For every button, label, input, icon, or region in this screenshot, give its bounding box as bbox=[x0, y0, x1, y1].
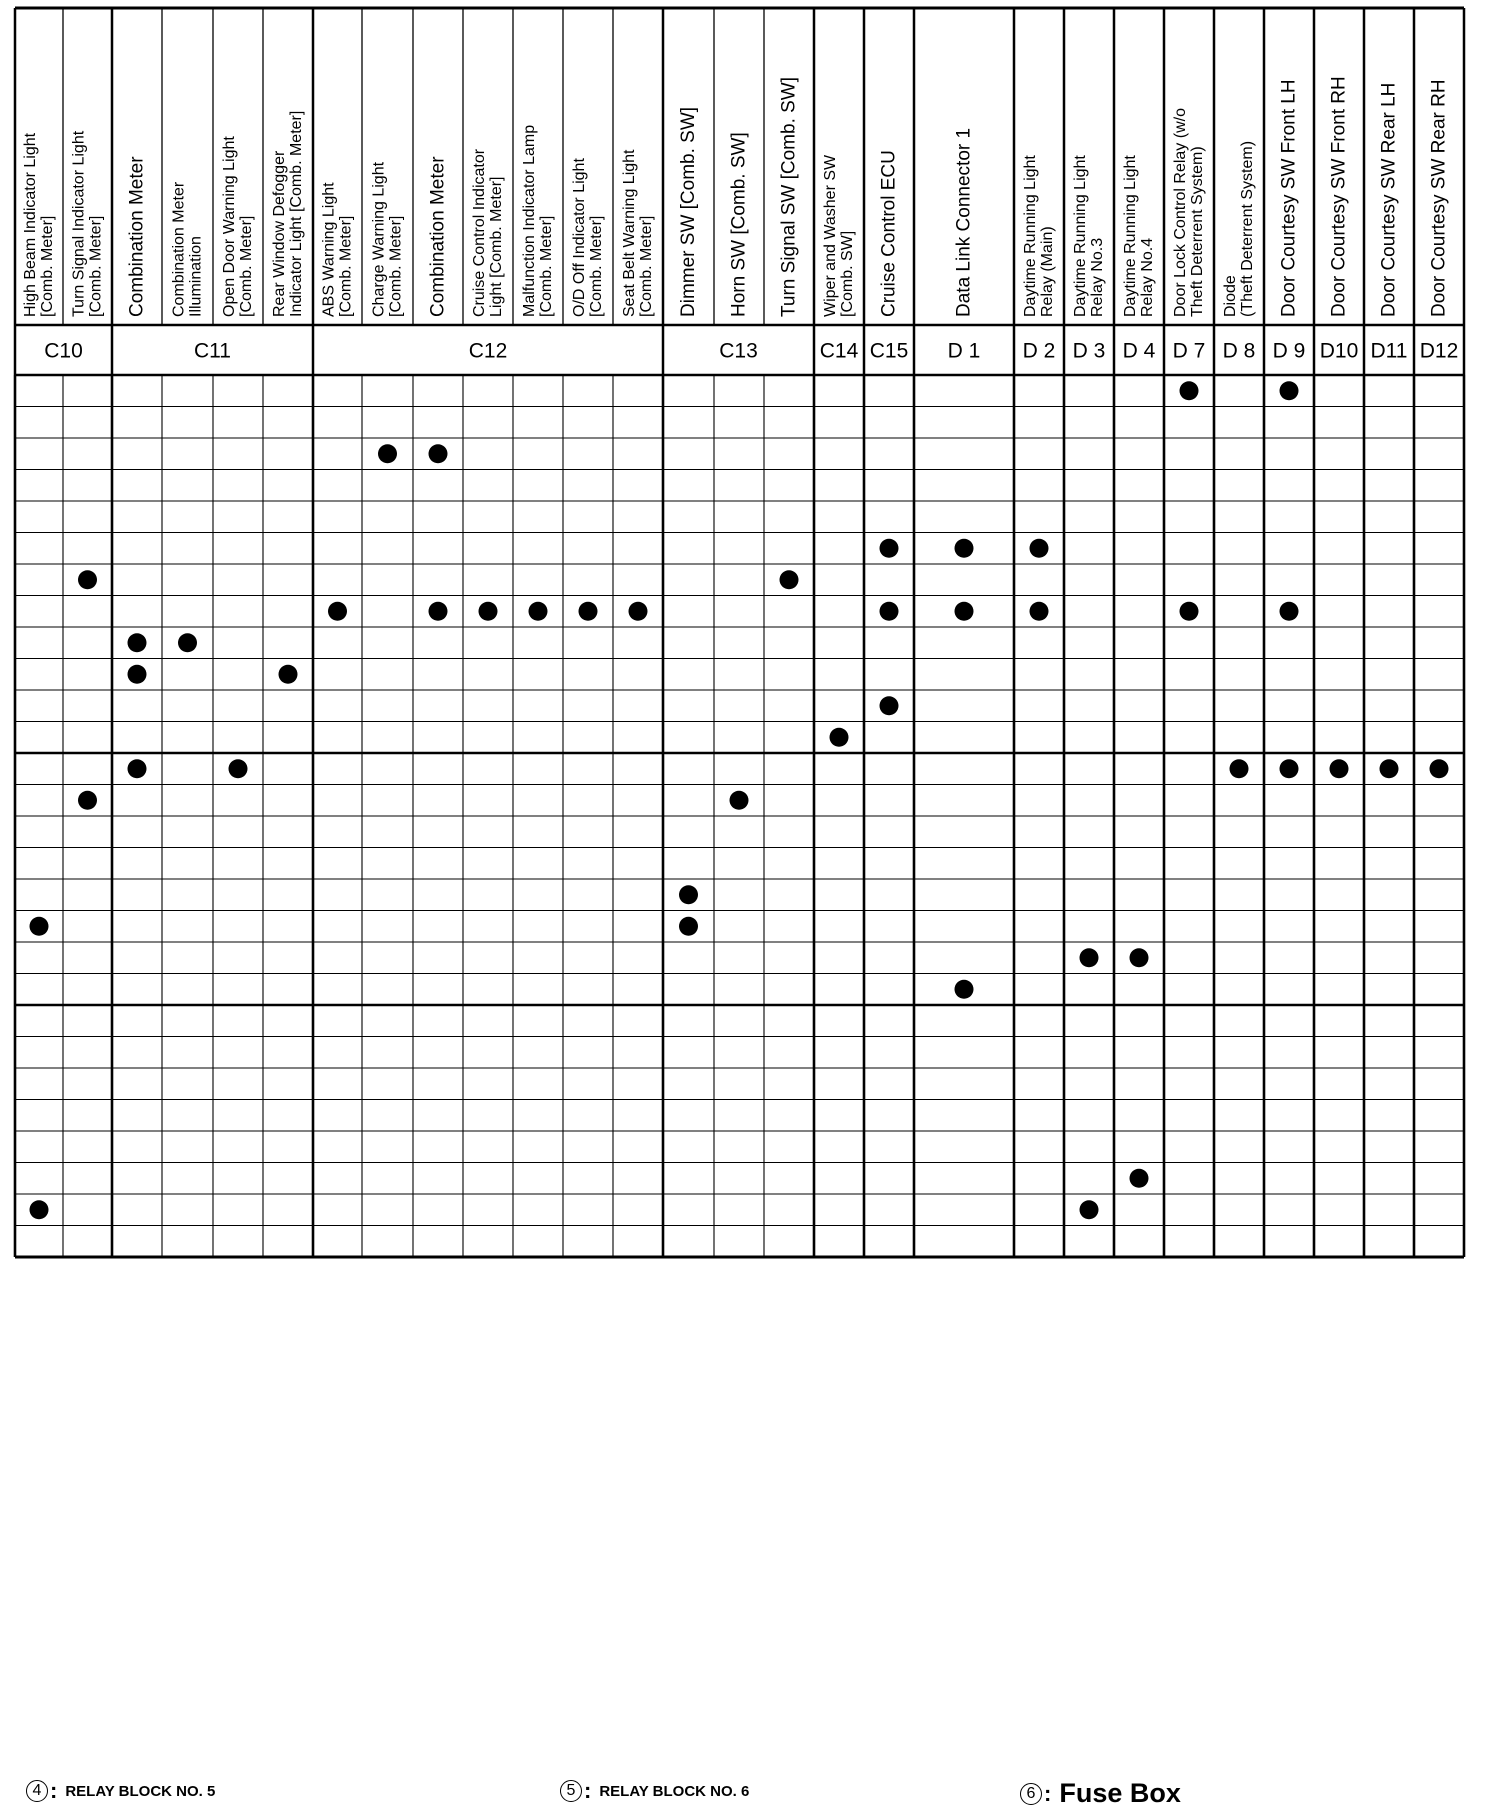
column-label: Relay (Main) bbox=[1039, 226, 1056, 317]
column-label: (Theft Deterrent System) bbox=[1239, 140, 1256, 317]
connection-dot bbox=[1230, 759, 1249, 778]
column-label: [Comb. Meter] bbox=[238, 215, 255, 317]
legend-label: Fuse Box bbox=[1059, 1778, 1181, 1808]
column-label: [Comb. Meter] bbox=[387, 215, 405, 317]
column-label: Seat Belt Warning Light bbox=[621, 149, 638, 317]
connector-code: C15 bbox=[869, 339, 909, 363]
connection-dot bbox=[30, 1200, 49, 1219]
connection-dot bbox=[1430, 759, 1449, 778]
connection-dot bbox=[1280, 381, 1299, 400]
column-label: High Beam Indicator Light bbox=[22, 132, 39, 317]
column-label: Combination Meter bbox=[170, 181, 188, 317]
column-label: [Comb. Meter] bbox=[39, 215, 56, 317]
connection-dot bbox=[1330, 759, 1349, 778]
column-label: Relay No.4 bbox=[1139, 237, 1156, 317]
connection-dot bbox=[78, 570, 97, 589]
column-label: Door Courtesy SW Rear LH bbox=[1378, 82, 1400, 317]
connection-dot bbox=[128, 665, 147, 684]
connection-dot bbox=[128, 759, 147, 778]
connector-code: C10 bbox=[44, 339, 83, 363]
connection-dot bbox=[128, 633, 147, 652]
connection-dot bbox=[178, 633, 197, 652]
connection-dot bbox=[429, 602, 448, 621]
connector-code: D 9 bbox=[1272, 339, 1306, 363]
column-label: [Comb. Meter] bbox=[538, 215, 555, 317]
connector-code: C14 bbox=[819, 339, 859, 363]
connector-code: D 7 bbox=[1172, 339, 1206, 363]
column-label: Indicator Light [Comb. Meter] bbox=[288, 110, 305, 317]
legend-item-5 bbox=[560, 1778, 749, 1804]
connector-code: C11 bbox=[194, 339, 231, 363]
connection-dot bbox=[479, 602, 498, 621]
column-label: Illumination bbox=[187, 236, 205, 317]
connection-dot bbox=[1280, 602, 1299, 621]
connection-dot bbox=[1030, 539, 1049, 558]
connection-dot bbox=[830, 728, 849, 747]
connector-code: C12 bbox=[468, 339, 508, 363]
connection-dot bbox=[880, 602, 899, 621]
connector-code: D10 bbox=[1319, 339, 1359, 363]
column-label: Daytime Running Light bbox=[1022, 155, 1039, 317]
connection-dot bbox=[1080, 1200, 1099, 1219]
column-label: [Comb. Meter] bbox=[638, 215, 655, 317]
column-label: Open Door Warning Light bbox=[221, 136, 238, 317]
connection-dot bbox=[78, 791, 97, 810]
connection-dot bbox=[1130, 948, 1149, 967]
connector-code: D 1 bbox=[947, 339, 981, 363]
connector-code: D 8 bbox=[1222, 339, 1256, 363]
legend-item-4 bbox=[26, 1778, 215, 1804]
column-label: O/D Off Indicator Light bbox=[571, 158, 588, 317]
connection-dot bbox=[1080, 948, 1099, 967]
connection-dot bbox=[880, 696, 899, 715]
connection-dot bbox=[880, 539, 899, 558]
legend-number-badge: 5 bbox=[560, 1780, 582, 1802]
legend-number-badge: 6 bbox=[1020, 1783, 1042, 1805]
connection-dot bbox=[1180, 381, 1199, 400]
legend-colon: : bbox=[584, 1778, 592, 1803]
column-label: Cruise Control ECU bbox=[878, 150, 900, 317]
column-label: Door Courtesy SW Rear RH bbox=[1428, 79, 1450, 317]
column-label: Rear Window Defogger bbox=[271, 150, 288, 317]
column-label: [Comb. Meter] bbox=[337, 215, 355, 317]
connector-code: D12 bbox=[1419, 339, 1459, 363]
connection-dot bbox=[1280, 759, 1299, 778]
column-label: Combination Meter bbox=[126, 156, 148, 317]
column-label: ABS Warning Light bbox=[320, 182, 338, 317]
connector-code: D 3 bbox=[1072, 339, 1106, 363]
connection-dot bbox=[679, 917, 698, 936]
connection-dot bbox=[529, 602, 548, 621]
connection-dot bbox=[1180, 602, 1199, 621]
legend-colon: : bbox=[50, 1778, 58, 1803]
connector-code: D11 bbox=[1370, 339, 1408, 363]
column-label: Cruise Control Indicator bbox=[471, 148, 488, 317]
connection-dot bbox=[378, 444, 397, 463]
column-label: Turn Signal Indicator Light bbox=[70, 130, 88, 317]
connection-dot bbox=[780, 570, 799, 589]
connection-dot bbox=[429, 444, 448, 463]
legend-label: RELAY BLOCK NO. 6 bbox=[599, 1782, 750, 1800]
connection-dot bbox=[1130, 1169, 1149, 1188]
connection-dot bbox=[955, 602, 974, 621]
connector-code: C13 bbox=[719, 339, 758, 363]
column-label: Light [Comb. Meter] bbox=[488, 176, 505, 317]
column-label: Data Link Connector 1 bbox=[953, 127, 975, 317]
column-label: Theft Deterrent System) bbox=[1189, 146, 1206, 317]
column-label: Charge Warning Light bbox=[370, 161, 388, 317]
connection-dot bbox=[679, 885, 698, 904]
column-label: Door Lock Control Relay (w/o bbox=[1172, 108, 1189, 317]
column-label: Horn SW [Comb. SW] bbox=[728, 132, 750, 317]
connection-dot bbox=[328, 602, 347, 621]
connection-dot bbox=[1380, 759, 1399, 778]
legend-colon: : bbox=[1044, 1780, 1052, 1806]
connection-dot bbox=[30, 917, 49, 936]
column-label: Door Courtesy SW Front RH bbox=[1328, 76, 1350, 317]
column-label: [Comb. SW] bbox=[839, 230, 856, 317]
column-label: Door Courtesy SW Front LH bbox=[1278, 79, 1300, 317]
connection-dot bbox=[955, 980, 974, 999]
connector-code: D 4 bbox=[1122, 339, 1156, 363]
column-label: Turn Signal SW [Comb. SW] bbox=[778, 76, 800, 317]
column-label: Daytime Running Light bbox=[1072, 155, 1089, 317]
column-label: [Comb. Meter] bbox=[588, 215, 605, 317]
column-label: Diode bbox=[1222, 275, 1239, 317]
column-label: Malfunction Indicator Lamp bbox=[521, 124, 538, 317]
column-label: Wiper and Washer SW bbox=[822, 154, 839, 317]
connection-dot bbox=[579, 602, 598, 621]
connection-dot bbox=[955, 539, 974, 558]
column-label: Dimmer SW [Comb. SW] bbox=[678, 106, 699, 317]
connection-dot bbox=[1030, 602, 1049, 621]
connection-dot bbox=[629, 602, 648, 621]
legend-item-6 bbox=[1020, 1778, 1181, 1809]
connector-code: D 2 bbox=[1022, 339, 1056, 363]
column-label: Relay No.3 bbox=[1089, 237, 1106, 317]
column-label: Daytime Running Light bbox=[1122, 155, 1139, 317]
connection-dot bbox=[730, 791, 749, 810]
column-label: [Comb. Meter] bbox=[87, 215, 105, 317]
legend-label: RELAY BLOCK NO. 5 bbox=[65, 1782, 216, 1800]
connection-dot bbox=[279, 665, 298, 684]
connection-dot bbox=[229, 759, 248, 778]
column-label: Combination Meter bbox=[427, 156, 449, 317]
legend-number-badge: 4 bbox=[26, 1780, 48, 1802]
